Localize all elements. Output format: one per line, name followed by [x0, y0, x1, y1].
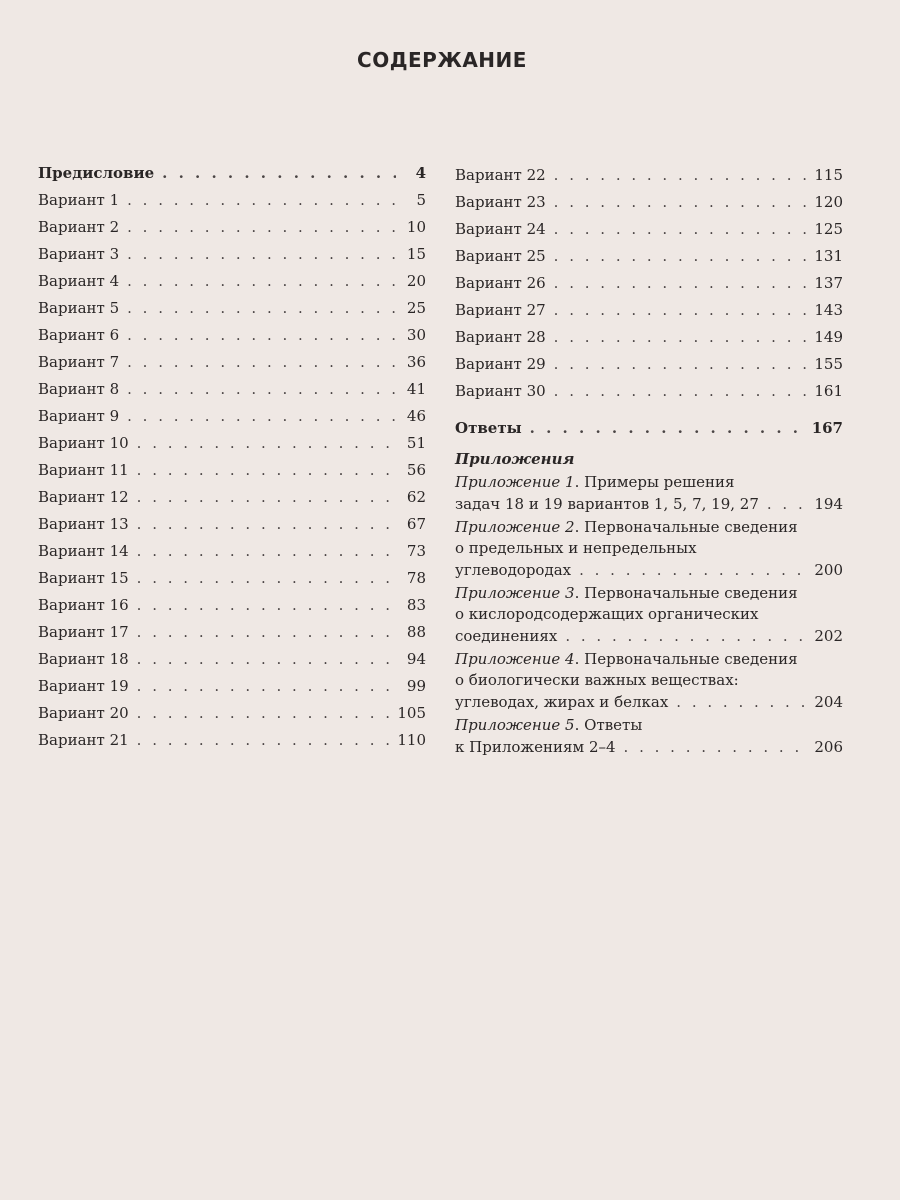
toc-entry[interactable] — [455, 270, 843, 297]
toc-entry-page: 110 — [397, 731, 426, 749]
toc-entry[interactable] — [455, 351, 843, 378]
toc-entry-label: Вариант 24 — [455, 220, 546, 238]
leader-dots — [137, 619, 396, 646]
toc-entry[interactable] — [38, 457, 426, 484]
toc-entry-page: 94 — [406, 650, 426, 668]
toc-entry-page: 137 — [814, 274, 843, 292]
toc-entry[interactable] — [455, 324, 843, 351]
leader-dots — [127, 187, 396, 214]
toc-entry-label: Вариант 25 — [455, 247, 546, 265]
leader-dots — [137, 457, 396, 484]
toc-entry-page: 88 — [406, 623, 426, 641]
toc-entry-label: Вариант 14 — [38, 542, 129, 560]
toc-entry-label: Вариант 20 — [38, 704, 129, 722]
appendix-entry[interactable] — [455, 472, 843, 515]
leader-dots — [137, 700, 394, 727]
toc-right-column — [455, 162, 843, 758]
toc-entry[interactable] — [38, 241, 426, 268]
leader-dots — [624, 736, 811, 758]
toc-entry-page: 25 — [406, 299, 426, 317]
toc-entry-label: Вариант 5 — [38, 299, 120, 317]
toc-entry-page: 46 — [406, 407, 426, 425]
appendix-last-line — [455, 559, 843, 581]
appendix-text: Примеры решения — [584, 473, 735, 491]
toc-entry[interactable] — [38, 619, 426, 646]
leader-dots — [530, 415, 808, 442]
page-title: СОДЕРЖАНИЕ — [357, 48, 527, 72]
leader-dots — [767, 493, 810, 515]
toc-entry-page: 30 — [406, 326, 426, 344]
toc-entry[interactable] — [38, 565, 426, 592]
appendix-last-line — [455, 493, 843, 515]
appendix-text: углеводах, жирах и белках — [455, 693, 669, 711]
toc-entry[interactable] — [455, 189, 843, 216]
toc-entry-label: Вариант 21 — [38, 731, 129, 749]
toc-entry-label: Вариант 4 — [38, 272, 120, 290]
appendix-text-line — [455, 670, 843, 691]
toc-entry-page: 200 — [814, 561, 843, 579]
toc-entry-page: 41 — [406, 380, 426, 398]
toc-entry-label: Вариант 27 — [455, 301, 546, 319]
leader-dots — [137, 673, 396, 700]
toc-entry[interactable] — [38, 187, 426, 214]
toc-entry-page: 4 — [415, 164, 426, 182]
toc-entry[interactable] — [38, 673, 426, 700]
toc-entry-page: 36 — [406, 353, 426, 371]
toc-entry-label: Вариант 17 — [38, 623, 129, 641]
appendix-last-line — [455, 691, 843, 713]
toc-entry-page: 83 — [406, 596, 426, 614]
spacer — [455, 405, 843, 415]
leader-dots — [162, 160, 396, 187]
toc-entry-page: 99 — [406, 677, 426, 695]
toc-entry-label: Вариант 15 — [38, 569, 129, 587]
toc-entry-page: 161 — [814, 382, 843, 400]
appendix-text-line — [455, 604, 843, 625]
toc-entry-label: Вариант 2 — [38, 218, 120, 236]
toc-entry[interactable] — [455, 243, 843, 270]
appendix-text: углеводородах — [455, 561, 572, 579]
toc-entry-page: 115 — [814, 166, 843, 184]
leader-dots — [127, 214, 396, 241]
appendix-text-line: Приложение 2. Первоначальные сведения — [455, 518, 798, 536]
leader-dots — [137, 538, 396, 565]
toc-entry-page: 67 — [406, 515, 426, 533]
toc-entry[interactable] — [38, 646, 426, 673]
leader-dots — [554, 324, 811, 351]
appendix-entry[interactable] — [455, 715, 843, 758]
appendix-name: Приложение 2 — [455, 518, 575, 536]
toc-entry-label: Вариант 23 — [455, 193, 546, 211]
toc-entry[interactable] — [38, 592, 426, 619]
toc-variant-list — [455, 162, 843, 405]
leader-dots — [137, 565, 396, 592]
leader-dots — [127, 322, 396, 349]
toc-entry-label: Вариант 22 — [455, 166, 546, 184]
toc-entry-page: 125 — [814, 220, 843, 238]
leader-dots — [137, 484, 396, 511]
toc-entry[interactable] — [38, 430, 426, 457]
toc-entry-page: 62 — [406, 488, 426, 506]
toc-entry-page: 51 — [406, 434, 426, 452]
leader-dots — [137, 727, 394, 754]
toc-entry[interactable] — [455, 162, 843, 189]
toc-entry-page: 149 — [814, 328, 843, 346]
leader-dots — [127, 349, 396, 376]
appendix-text: Первоначальные сведения — [584, 584, 798, 602]
leader-dots — [137, 511, 396, 538]
toc-entry-page: 10 — [406, 218, 426, 236]
appendix-entry[interactable] — [455, 649, 843, 713]
toc-entry[interactable] — [38, 484, 426, 511]
toc-entry-label: Вариант 8 — [38, 380, 120, 398]
toc-entry-label: Вариант 7 — [38, 353, 120, 371]
toc-entry-label: Предисловие — [38, 164, 155, 182]
toc-entry[interactable] — [38, 295, 426, 322]
leader-dots — [554, 189, 811, 216]
toc-entry[interactable] — [38, 376, 426, 403]
toc-left-column — [38, 160, 426, 754]
toc-entry-answers[interactable] — [455, 415, 843, 442]
leader-dots — [137, 646, 396, 673]
toc-entry-label: Вариант 16 — [38, 596, 129, 614]
toc-entry-label: Вариант 30 — [455, 382, 546, 400]
toc-entry[interactable] — [455, 378, 843, 405]
appendix-text: Первоначальные сведения — [584, 518, 798, 536]
leader-dots — [127, 403, 396, 430]
leader-dots — [554, 162, 811, 189]
toc-entry-label: Вариант 28 — [455, 328, 546, 346]
leader-dots — [565, 625, 810, 647]
toc-entry[interactable] — [38, 538, 426, 565]
toc-entry-label: Вариант 29 — [455, 355, 546, 373]
leader-dots — [554, 216, 811, 243]
toc-entry[interactable] — [38, 160, 426, 187]
appendix-text: соединениях — [455, 627, 558, 645]
leader-dots — [127, 295, 396, 322]
appendix-name: Приложение 3 — [455, 584, 575, 602]
toc-entry-page: 167 — [811, 419, 843, 437]
toc-entry-label: Ответы — [455, 419, 522, 437]
appendix-text: о биологически важных веществах: — [455, 671, 739, 689]
toc-entry[interactable] — [38, 700, 426, 727]
toc-entry[interactable] — [455, 297, 843, 324]
leader-dots — [137, 430, 396, 457]
toc-entry[interactable] — [38, 403, 426, 430]
toc-entry-label: Вариант 3 — [38, 245, 120, 263]
toc-entry-page: 194 — [814, 495, 843, 513]
toc-entry-page: 202 — [814, 627, 843, 645]
toc-entry-page: 105 — [397, 704, 426, 722]
toc-entry[interactable] — [38, 322, 426, 349]
appendix-text-line — [455, 538, 843, 559]
appendix-text-line: Приложение 1. Примеры решения — [455, 473, 735, 491]
toc-entry[interactable] — [38, 727, 426, 754]
leader-dots — [554, 351, 811, 378]
toc-entry-page: 206 — [814, 738, 843, 756]
leader-dots — [127, 376, 396, 403]
leader-dots — [554, 297, 811, 324]
toc-entry-page: 78 — [406, 569, 426, 587]
toc-entry-page: 120 — [814, 193, 843, 211]
toc-entry[interactable] — [38, 214, 426, 241]
toc-entry-label: Вариант 10 — [38, 434, 129, 452]
toc-entry-page: 155 — [814, 355, 843, 373]
toc-entry[interactable] — [38, 268, 426, 295]
appendix-last-line — [455, 736, 843, 758]
appendix-name: Приложение 5 — [455, 716, 575, 734]
appendix-text: к Приложениям 2–4 — [455, 738, 616, 756]
appendix-text: Первоначальные сведения — [584, 650, 798, 668]
leader-dots — [137, 592, 396, 619]
toc-entry-page: 143 — [814, 301, 843, 319]
toc-entry-label: Вариант 1 — [38, 191, 120, 209]
toc-entry-page: 20 — [406, 272, 426, 290]
toc-entry-page: 5 — [416, 191, 426, 209]
toc-entry-label: Вариант 18 — [38, 650, 129, 668]
appendix-text-line: Приложение 3. Первоначальные сведения — [455, 584, 798, 602]
appendix-name: Приложение 1 — [455, 473, 575, 491]
appendix-last-line — [455, 625, 843, 647]
leader-dots — [127, 268, 396, 295]
toc-entry-label: Вариант 13 — [38, 515, 129, 533]
toc-entry-page: 73 — [406, 542, 426, 560]
appendix-name: Приложение 4 — [455, 650, 575, 668]
leader-dots — [676, 691, 810, 713]
toc-entry-page: 131 — [814, 247, 843, 265]
appendix-entry[interactable] — [455, 517, 843, 581]
toc-entry-page: 56 — [406, 461, 426, 479]
leader-dots — [554, 270, 811, 297]
appendices-heading: Приложения — [455, 450, 575, 468]
appendix-text-line: Приложение 4. Первоначальные сведения — [455, 650, 798, 668]
toc-entry-label: Вариант 11 — [38, 461, 129, 479]
toc-entry-label: Вариант 9 — [38, 407, 120, 425]
appendix-text-line: Приложение 5. Ответы — [455, 716, 643, 734]
appendix-entry[interactable] — [455, 583, 843, 647]
appendix-text: задач 18 и 19 вариантов 1, 5, 7, 19, 27 — [455, 495, 759, 513]
toc-entry-page: 15 — [406, 245, 426, 263]
leader-dots — [554, 378, 811, 405]
appendix-text: Ответы — [584, 716, 643, 734]
toc-entry-label: Вариант 19 — [38, 677, 129, 695]
appendix-text: о кислородсодержащих органических — [455, 605, 759, 623]
appendix-list — [455, 472, 843, 758]
appendix-text: о предельных и непредельных — [455, 539, 697, 557]
toc-entry[interactable] — [455, 216, 843, 243]
toc-entry-label: Вариант 12 — [38, 488, 129, 506]
toc-entry-label: Вариант 6 — [38, 326, 120, 344]
leader-dots — [579, 559, 810, 581]
leader-dots — [554, 243, 811, 270]
toc-entry-label: Вариант 26 — [455, 274, 546, 292]
toc-entry-page: 204 — [814, 693, 843, 711]
leader-dots — [127, 241, 396, 268]
toc-entry[interactable] — [38, 349, 426, 376]
toc-entry[interactable] — [38, 511, 426, 538]
